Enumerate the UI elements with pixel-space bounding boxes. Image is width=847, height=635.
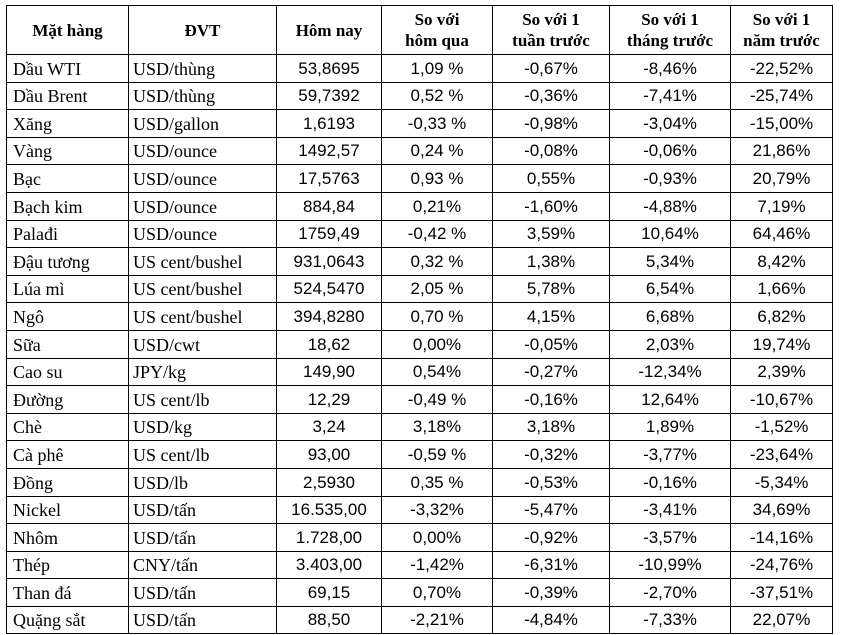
- cell-vs-week: 1,38%: [493, 248, 610, 276]
- cell-vs-yesterday: -1,42%: [382, 551, 493, 579]
- cell-vs-yesterday: -0,42 %: [382, 220, 493, 248]
- cell-item: Thép: [7, 551, 129, 579]
- table-row: [7, 137, 833, 165]
- cell-vs-year: -10,67%: [731, 386, 833, 414]
- header-today: Hôm nay: [277, 6, 382, 55]
- cell-unit: USD/cwt: [129, 330, 277, 358]
- cell-vs-yesterday: -0,49 %: [382, 386, 493, 414]
- cell-today: 1,6193: [277, 110, 382, 138]
- cell-item: Cà phê: [7, 441, 129, 469]
- cell-unit: USD/tấn: [129, 606, 277, 634]
- cell-vs-yesterday: -0,59 %: [382, 441, 493, 469]
- cell-vs-week: -0,05%: [493, 330, 610, 358]
- cell-vs-year: 6,82%: [731, 303, 833, 331]
- cell-vs-week: -0,39%: [493, 579, 610, 607]
- table-row: [7, 579, 833, 607]
- table-row: [7, 165, 833, 193]
- table-row: [7, 358, 833, 386]
- header-row: [7, 6, 833, 55]
- table-row: [7, 468, 833, 496]
- cell-today: 17,5763: [277, 165, 382, 193]
- cell-vs-month: -10,99%: [610, 551, 731, 579]
- cell-vs-week: -0,92%: [493, 524, 610, 552]
- cell-vs-year: -22,52%: [731, 55, 833, 83]
- cell-vs-month: 6,68%: [610, 303, 731, 331]
- cell-today: 884,84: [277, 192, 382, 220]
- cell-unit: US cent/bushel: [129, 275, 277, 303]
- cell-vs-month: -0,16%: [610, 468, 731, 496]
- cell-item: Sữa: [7, 330, 129, 358]
- cell-vs-year: -37,51%: [731, 579, 833, 607]
- table-row: [7, 524, 833, 552]
- cell-vs-year: 2,39%: [731, 358, 833, 386]
- cell-vs-year: 22,07%: [731, 606, 833, 634]
- cell-vs-month: -2,70%: [610, 579, 731, 607]
- cell-vs-year: 20,79%: [731, 165, 833, 193]
- cell-today: 88,50: [277, 606, 382, 634]
- cell-unit: USD/gallon: [129, 110, 277, 138]
- cell-unit: CNY/tấn: [129, 551, 277, 579]
- cell-item: Vàng: [7, 137, 129, 165]
- cell-vs-year: 7,19%: [731, 192, 833, 220]
- cell-vs-month: -0,06%: [610, 137, 731, 165]
- cell-today: 93,00: [277, 441, 382, 469]
- cell-vs-week: -0,08%: [493, 137, 610, 165]
- cell-vs-week: -0,53%: [493, 468, 610, 496]
- cell-today: 16.535,00: [277, 496, 382, 524]
- cell-today: 59,7392: [277, 82, 382, 110]
- header-vs-week: So với 1 tuần trước: [493, 6, 610, 55]
- table-row: [7, 192, 833, 220]
- cell-vs-yesterday: 2,05 %: [382, 275, 493, 303]
- cell-vs-week: -4,84%: [493, 606, 610, 634]
- cell-vs-yesterday: 1,09 %: [382, 55, 493, 83]
- cell-unit: USD/ounce: [129, 192, 277, 220]
- cell-unit: USD/tấn: [129, 496, 277, 524]
- cell-unit: USD/kg: [129, 413, 277, 441]
- cell-vs-week: -0,16%: [493, 386, 610, 414]
- commodity-price-table: [6, 5, 833, 634]
- cell-vs-month: -3,41%: [610, 496, 731, 524]
- cell-today: 149,90: [277, 358, 382, 386]
- cell-unit: US cent/bushel: [129, 303, 277, 331]
- table-row: [7, 386, 833, 414]
- cell-item: Lúa mì: [7, 275, 129, 303]
- cell-item: Palađi: [7, 220, 129, 248]
- cell-today: 524,5470: [277, 275, 382, 303]
- cell-item: Than đá: [7, 579, 129, 607]
- cell-vs-year: -5,34%: [731, 468, 833, 496]
- cell-vs-week: -0,67%: [493, 55, 610, 83]
- cell-vs-yesterday: -0,33 %: [382, 110, 493, 138]
- cell-item: Nickel: [7, 496, 129, 524]
- cell-vs-month: -3,04%: [610, 110, 731, 138]
- cell-today: 394,8280: [277, 303, 382, 331]
- cell-vs-yesterday: 0,32 %: [382, 248, 493, 276]
- cell-item: Đường: [7, 386, 129, 414]
- cell-vs-yesterday: 0,70 %: [382, 303, 493, 331]
- table-row: [7, 606, 833, 634]
- table-row: [7, 496, 833, 524]
- table-row: [7, 441, 833, 469]
- cell-vs-week: 4,15%: [493, 303, 610, 331]
- cell-vs-yesterday: -2,21%: [382, 606, 493, 634]
- cell-vs-yesterday: -3,32%: [382, 496, 493, 524]
- cell-today: 1.728,00: [277, 524, 382, 552]
- cell-vs-week: 3,18%: [493, 413, 610, 441]
- cell-vs-year: 21,86%: [731, 137, 833, 165]
- table-row: [7, 551, 833, 579]
- cell-today: 2,5930: [277, 468, 382, 496]
- cell-vs-year: -15,00%: [731, 110, 833, 138]
- cell-vs-month: 12,64%: [610, 386, 731, 414]
- cell-vs-week: -0,27%: [493, 358, 610, 386]
- cell-today: 1492,57: [277, 137, 382, 165]
- cell-item: Xăng: [7, 110, 129, 138]
- table-row: [7, 330, 833, 358]
- cell-item: Dầu Brent: [7, 82, 129, 110]
- cell-today: 18,62: [277, 330, 382, 358]
- table-body: [7, 55, 833, 634]
- cell-vs-month: 5,34%: [610, 248, 731, 276]
- cell-today: 931,0643: [277, 248, 382, 276]
- cell-unit: USD/tấn: [129, 524, 277, 552]
- cell-vs-year: 64,46%: [731, 220, 833, 248]
- table-row: [7, 413, 833, 441]
- cell-vs-month: -7,33%: [610, 606, 731, 634]
- cell-item: Đậu tương: [7, 248, 129, 276]
- cell-vs-week: 0,55%: [493, 165, 610, 193]
- cell-vs-year: 34,69%: [731, 496, 833, 524]
- cell-unit: JPY/kg: [129, 358, 277, 386]
- cell-vs-month: -7,41%: [610, 82, 731, 110]
- cell-today: 69,15: [277, 579, 382, 607]
- cell-unit: USD/tấn: [129, 579, 277, 607]
- cell-item: Ngô: [7, 303, 129, 331]
- cell-unit: USD/thùng: [129, 55, 277, 83]
- cell-vs-week: -0,36%: [493, 82, 610, 110]
- cell-item: Chè: [7, 413, 129, 441]
- cell-today: 3.403,00: [277, 551, 382, 579]
- cell-unit: US cent/lb: [129, 386, 277, 414]
- cell-unit: USD/ounce: [129, 220, 277, 248]
- cell-unit: USD/thùng: [129, 82, 277, 110]
- cell-vs-year: -14,16%: [731, 524, 833, 552]
- cell-item: Bạch kim: [7, 192, 129, 220]
- table-row: [7, 220, 833, 248]
- cell-vs-month: -4,88%: [610, 192, 731, 220]
- cell-item: Nhôm: [7, 524, 129, 552]
- cell-vs-week: -0,98%: [493, 110, 610, 138]
- cell-vs-yesterday: 0,54%: [382, 358, 493, 386]
- cell-vs-week: -6,31%: [493, 551, 610, 579]
- cell-vs-yesterday: 0,00%: [382, 524, 493, 552]
- cell-vs-year: -25,74%: [731, 82, 833, 110]
- cell-vs-week: -5,47%: [493, 496, 610, 524]
- header-vs-year: So với 1 năm trước: [731, 6, 833, 55]
- cell-vs-week: 5,78%: [493, 275, 610, 303]
- cell-vs-month: 1,89%: [610, 413, 731, 441]
- cell-unit: US cent/lb: [129, 441, 277, 469]
- cell-unit: US cent/bushel: [129, 248, 277, 276]
- cell-vs-month: 6,54%: [610, 275, 731, 303]
- cell-vs-month: -3,57%: [610, 524, 731, 552]
- cell-today: 3,24: [277, 413, 382, 441]
- cell-vs-month: -12,34%: [610, 358, 731, 386]
- cell-vs-yesterday: 0,35 %: [382, 468, 493, 496]
- cell-today: 12,29: [277, 386, 382, 414]
- cell-unit: USD/ounce: [129, 165, 277, 193]
- cell-vs-yesterday: 3,18%: [382, 413, 493, 441]
- table-row: [7, 275, 833, 303]
- cell-item: Dầu WTI: [7, 55, 129, 83]
- cell-vs-year: 19,74%: [731, 330, 833, 358]
- cell-vs-month: -3,77%: [610, 441, 731, 469]
- cell-today: 53,8695: [277, 55, 382, 83]
- header-vs-month: So với 1 tháng trước: [610, 6, 731, 55]
- cell-vs-yesterday: 0,93 %: [382, 165, 493, 193]
- cell-vs-month: 10,64%: [610, 220, 731, 248]
- table-row: [7, 55, 833, 83]
- cell-item: Đồng: [7, 468, 129, 496]
- cell-vs-week: -0,32%: [493, 441, 610, 469]
- header-unit: ĐVT: [129, 6, 277, 55]
- cell-vs-week: -1,60%: [493, 192, 610, 220]
- table-row: [7, 82, 833, 110]
- cell-vs-yesterday: 0,21%: [382, 192, 493, 220]
- cell-vs-yesterday: 0,70%: [382, 579, 493, 607]
- cell-vs-year: -23,64%: [731, 441, 833, 469]
- cell-item: Quặng sắt: [7, 606, 129, 634]
- cell-today: 1759,49: [277, 220, 382, 248]
- cell-vs-week: 3,59%: [493, 220, 610, 248]
- cell-vs-year: 1,66%: [731, 275, 833, 303]
- cell-item: Cao su: [7, 358, 129, 386]
- cell-unit: USD/ounce: [129, 137, 277, 165]
- cell-unit: USD/lb: [129, 468, 277, 496]
- header-item: Mặt hàng: [7, 6, 129, 55]
- cell-vs-year: -24,76%: [731, 551, 833, 579]
- cell-vs-yesterday: 0,52 %: [382, 82, 493, 110]
- commodity-table-wrapper: [6, 5, 833, 634]
- table-row: [7, 110, 833, 138]
- cell-vs-month: -8,46%: [610, 55, 731, 83]
- cell-vs-month: 2,03%: [610, 330, 731, 358]
- cell-vs-year: -1,52%: [731, 413, 833, 441]
- cell-vs-year: 8,42%: [731, 248, 833, 276]
- table-row: [7, 248, 833, 276]
- cell-vs-yesterday: 0,24 %: [382, 137, 493, 165]
- cell-item: Bạc: [7, 165, 129, 193]
- cell-vs-yesterday: 0,00%: [382, 330, 493, 358]
- cell-vs-month: -0,93%: [610, 165, 731, 193]
- header-vs-yesterday: So với hôm qua: [382, 6, 493, 55]
- table-row: [7, 303, 833, 331]
